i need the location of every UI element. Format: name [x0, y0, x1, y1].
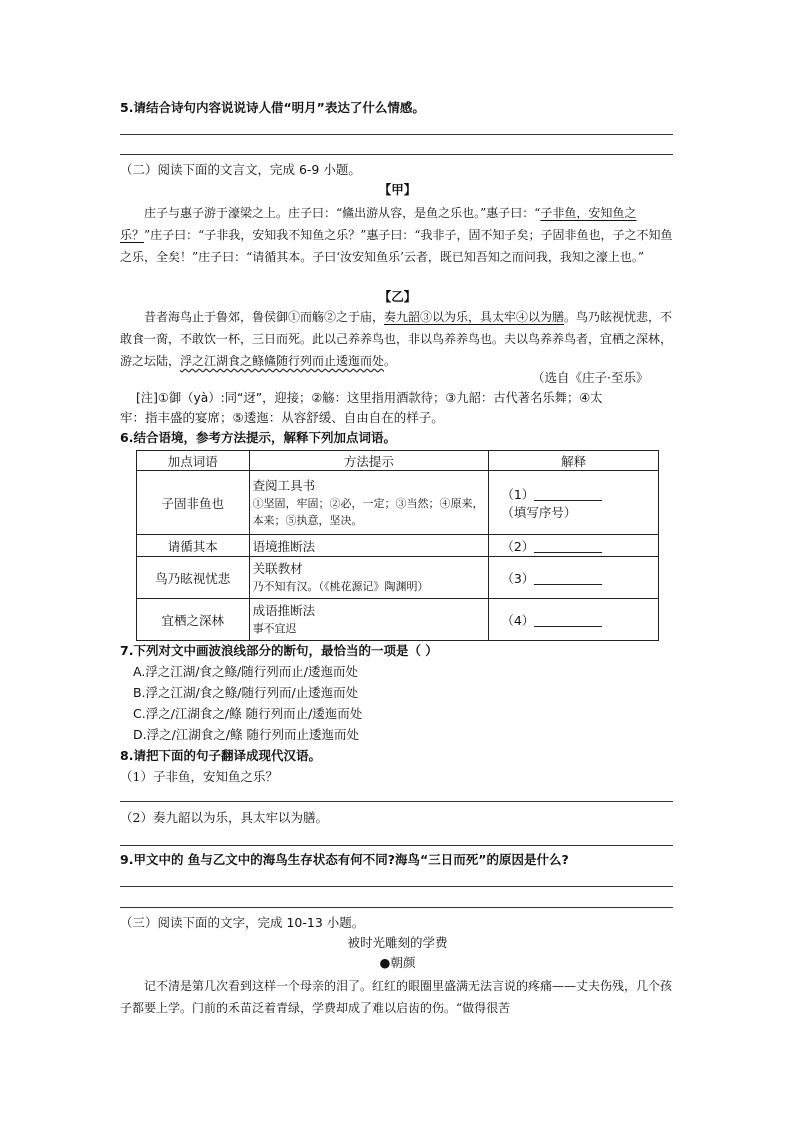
yi-passage: [120, 306, 676, 372]
jia-underlined: 子非鱼，安知鱼之乐？: [120, 206, 637, 242]
yi-underlined: 奏九韶③以为乐，具太牢④以为膳: [384, 310, 565, 324]
answer-blank[interactable]: [534, 572, 602, 585]
question-6: 6.结合语境，参考方法提示，解释下列加点词语。: [120, 430, 396, 445]
question-9: 9.甲文中的 鱼与乙文中的海鸟生存状态有何不同?海鸟“三日而死”的原因是什么?: [120, 852, 569, 867]
table-row: [137, 599, 659, 641]
answer-number: （4）: [501, 612, 535, 628]
q6-table: [136, 450, 659, 641]
method-cell: [249, 557, 489, 599]
method-cell: [249, 471, 489, 535]
article-title: 被时光雕刻的学费: [347, 935, 448, 950]
note-line-1: [注]①御（yà）:同“迓”，迎接；②觞：这里指用酒款待；③九韶：古代著名乐舞；④太: [136, 391, 603, 405]
method-cell: 语境推断法: [249, 535, 489, 557]
question-7: 7.下列对文中画波浪线部分的断句，最恰当的一项是（ ）: [120, 643, 438, 658]
answer-cell: [489, 471, 659, 535]
article-author: ●朝颜: [379, 955, 416, 970]
method-detail: 事不宜迟: [252, 622, 297, 635]
q8-sentence-1: （1）子非鱼，安知鱼之乐？: [120, 769, 278, 784]
note-line-2: 牢：指丰盛的宴席；⑤逶迤：从容舒缓、自由自在的样子。: [120, 410, 444, 425]
answer-number: （1）: [501, 486, 535, 502]
answer-line: [120, 886, 673, 887]
answer-number: （2）: [501, 538, 535, 554]
jia-label: 【甲】: [378, 182, 417, 197]
option-a[interactable]: A.浮之江湖/食之鲦/随行列而止/逶迤而处: [133, 664, 358, 679]
answer-blank[interactable]: [534, 614, 602, 627]
option-b[interactable]: B.浮之江湖/食之鲦/随行列而/止逶迤而处: [133, 685, 359, 700]
jia-text-1: 庄子与惠子游于濠梁之上。庄子曰：“鯈出游从容，是鱼之乐也。”惠子曰：“: [144, 206, 541, 220]
yi-wavy: 浮之江湖食之鲦鯈随行列而止逶迤而处: [180, 354, 385, 368]
header-cell: 解释: [489, 451, 659, 471]
answer-blank[interactable]: [534, 488, 602, 501]
table-row: [137, 557, 659, 599]
table-row: [137, 471, 659, 535]
answer-blank[interactable]: [534, 540, 602, 553]
answer-number: （3）: [501, 570, 535, 586]
method-name: 成语推断法: [252, 603, 316, 618]
answer-cell: [489, 535, 659, 557]
word-cell: 子固非鱼也: [137, 471, 250, 535]
answer-cell: [489, 557, 659, 599]
answer-line: [120, 801, 673, 802]
answer-line: [120, 907, 673, 908]
word-cell: 鸟乃眩视忧悲: [137, 557, 250, 599]
jia-passage: [120, 202, 676, 268]
method-cell: [249, 599, 489, 641]
yi-text-3: 。: [384, 354, 397, 368]
article-paragraph: 记不清是第几次看到这样一个母亲的泪了。红红的眼圈里盛满无法言说的疼痛——丈夫伤残，几个孩子都要上学。门前的禾苗泛着青绿，学费却成了难以启齿的伤。“做得很苦: [120, 979, 673, 1015]
section-3-heading: （三）阅读下面的文字，完成 10-13 小题。: [120, 915, 365, 930]
table-row: [137, 535, 659, 557]
question-8: 8.请把下面的句子翻译成现代汉语。: [120, 748, 321, 763]
jia-text-2: ”庄子曰：“子非我，安知我不知鱼之乐？”惠子曰：“我非子，固不知子矣；子固非鱼也，子之不知鱼之乐，全矣！”庄子曰：“请循其本。子曰‘汝安知鱼乐’云者，既已知吾知之而问我，我知之濠上也。”: [120, 228, 673, 264]
source: （选自《庄子·至乐》: [532, 370, 649, 385]
answer-line: [120, 845, 673, 846]
section-2-heading: （二）阅读下面的文言文，完成 6-9 小题。: [120, 162, 361, 177]
method-name: 查阅工具书: [252, 477, 316, 493]
option-c[interactable]: C.浮之/江湖食之/鲦 随行列而止/逶迤而处: [133, 706, 363, 721]
word-cell: 宜栖之深林: [137, 599, 250, 641]
option-d[interactable]: D.浮之/江湖食之/鲦 随行列而止逶迤而处: [133, 727, 359, 742]
answer-hint: （填写序号）: [501, 504, 577, 520]
method-name: 关联教材: [252, 561, 303, 576]
yi-label: 【乙】: [378, 289, 417, 304]
q8-sentence-2: （2）奏九韶以为乐，具太牢以为膳。: [120, 810, 328, 825]
method-detail: 乃不知有汉。（《桃花源记》陶渊明）: [252, 580, 429, 593]
answer-line: [120, 154, 673, 155]
question-5: 5.请结合诗句内容说说诗人借“明月”表达了什么情感。: [120, 100, 425, 115]
header-cell: 方法提示: [249, 451, 489, 471]
method-detail: ①坚固，牢固；②必，一定；③当然；④原来，本来；⑤执意，坚决。: [252, 496, 484, 527]
answer-line: [120, 134, 673, 135]
answer-cell: [489, 599, 659, 641]
yi-text-1: 昔者海鸟止于鲁郊，鲁侯御①而觞②之于庙，: [144, 310, 385, 324]
header-cell: 加点词语: [137, 451, 250, 471]
yi-text-2: 。鸟乃眩视忧悲，不敢食一脔，不敢饮一杯，三日而死。此以己养养鸟也，非以鸟养养鸟也。夫以鸟养养鸟者，宜栖之深林，游之坛陆，: [120, 310, 673, 368]
word-cell: 请循其本: [137, 535, 250, 557]
table-header-row: [137, 451, 659, 471]
